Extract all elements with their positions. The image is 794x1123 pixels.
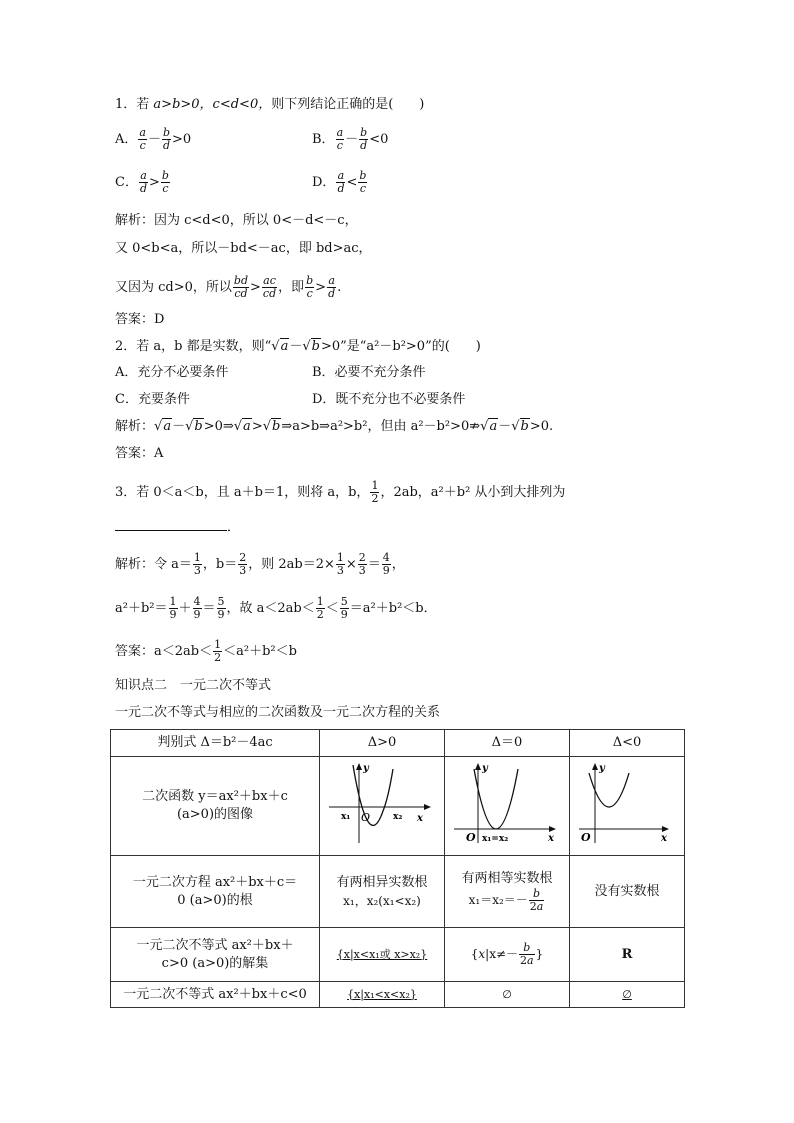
header-delta-neg: Δ<0 — [570, 730, 685, 757]
q1-option-c: C． $\frac{a}{d}$ > $\frac{b}{c}$ — [115, 169, 169, 195]
q2-option-d: D．既不充分也不必要条件 — [312, 392, 466, 407]
svg-text:O: O — [361, 811, 371, 824]
svg-text:O: O — [581, 831, 591, 844]
table-header-row — [111, 730, 685, 757]
graph-delta-neg — [570, 757, 685, 856]
lt-delta-neg: ∅ — [570, 982, 685, 1008]
header-discriminant: 判别式 Δ＝b²－4ac — [111, 730, 320, 757]
q2-stem: 2．若 a，b 都是实数，则“√a－√b>0”是“a²－b²>0”的( ) — [115, 339, 481, 354]
q1-option-b: B． $\frac{a}{c}$ － $\frac{b}{d}$ <0 — [312, 126, 389, 152]
q3-analysis-2: a²＋b²＝ $\frac{1}{9}$ ＋ $\frac{4}{9}$ ＝ $\frac{5}{9}$ ，故 a＜2ab＜ $\frac{1}{2}$ ＜ $\frac{5}{9}$ ＝a²＋b²＜b． — [115, 595, 437, 621]
roots-delta-zero: 有两相等实数根 x₁＝x₂＝－ $\frac{b}{2a}$ — [445, 856, 570, 928]
q1-option-a: A． $\frac{a}{c}$ － $\frac{b}{d}$ >0 — [115, 126, 192, 152]
roots-delta-neg: 没有实数根 — [570, 856, 685, 928]
roots-delta-pos: 有两相异实数根 x₁，x₂(x₁<x₂) — [320, 856, 445, 928]
q3-stem: 3．若 0＜a＜b，且 a＋b＝1，则将 a，b， $\frac{1}{2}$ ，2ab，a²＋b² 从小到大排列为 — [115, 479, 566, 505]
row-label-roots: 一元二次方程 ax²＋bx＋c＝0 (a>0)的根 — [111, 856, 320, 928]
q2-option-b: B．必要不充分条件 — [312, 365, 426, 380]
gt-delta-pos: {x|x<x₁或 x>x₂} — [320, 928, 445, 982]
q3-answer: 答案：a＜2ab＜ $\frac{1}{2}$ ＜a²＋b²＜b — [115, 638, 297, 664]
parabola-no-root-graph — [573, 759, 681, 847]
gt-delta-zero: {x|x≠－ $\frac{b}{2a}$ } — [445, 928, 570, 982]
knowledge-subheading: 一元二次不等式与相应的二次函数及一元二次方程的关系 — [115, 705, 441, 720]
q1-analysis-2: 又 0<b<a，所以－bd<－ac，即 bd>ac， — [115, 241, 372, 256]
q3-blank: ． — [115, 518, 240, 537]
header-delta-zero: Δ＝0 — [445, 730, 570, 757]
q3-analysis-1: 解析：令 a＝ $\frac{1}{3}$ ，b＝ $\frac{2}{3}$ ，则 2ab＝2× $\frac{1}{3}$ × $\frac{2}{3}$ ＝ $\frac{4}{9}$ ， — [115, 551, 405, 577]
svg-text:x₁: x₁ — [341, 812, 351, 822]
svg-text:x₂: x₂ — [393, 812, 403, 822]
row-label-lt: 一元二次不等式 ax²＋bx＋c<0 — [111, 982, 320, 1008]
parabola-two-roots-graph — [323, 759, 441, 847]
lt-delta-pos: {x|x₁<x<x₂} — [320, 982, 445, 1008]
graph-delta-zero — [445, 757, 570, 856]
row-label-graph: 二次函数 y＝ax²＋bx＋c (a>0)的图像 — [111, 757, 320, 856]
svg-text:y: y — [482, 763, 488, 774]
lt-delta-zero: ∅ — [445, 982, 570, 1008]
q2-option-a: A．充分不必要条件 — [115, 365, 229, 380]
svg-text:x: x — [661, 833, 667, 844]
q1-analysis-1: 解析：因为 c<d<0，所以 0<－d<－c， — [115, 213, 358, 228]
q2-option-c: C．充要条件 — [115, 392, 190, 407]
table-row-gt — [111, 928, 685, 982]
q1-option-d: D． $\frac{a}{d}$ < $\frac{b}{c}$ — [312, 169, 367, 195]
knowledge-heading: 知识点二 一元二次不等式 — [115, 678, 272, 693]
table-row-lt — [111, 982, 685, 1008]
table-row-graph — [111, 757, 685, 856]
answer-blank[interactable] — [115, 518, 227, 531]
svg-text:x: x — [548, 833, 554, 844]
q2-analysis: 解析：√a－√b>0⇒√a>√b⇒a>b⇒a²>b²，但由 a²－b²>0⇏√a－√b>0. — [115, 419, 554, 434]
gt-delta-neg: R — [570, 928, 685, 982]
svg-text:x: x — [417, 813, 423, 824]
q1-stem: 1．若 a>b>0，c<d<0，则下列结论正确的是( ) — [115, 97, 425, 112]
row-label-gt: 一元二次不等式 ax²＋bx＋c>0 (a>0)的解集 — [111, 928, 320, 982]
parabola-double-root-graph — [448, 759, 566, 847]
svg-text:x₁=x₂: x₁=x₂ — [482, 834, 509, 844]
table-row-roots — [111, 856, 685, 928]
svg-text:y: y — [363, 763, 369, 774]
svg-text:y: y — [599, 763, 605, 774]
q1-analysis-3: 又因为 cd>0，所以 $\frac{bd}{cd}$ > $\frac{ac}{cd}$ ，即 $\frac{b}{c}$ > $\frac{a}{d}$ . — [115, 274, 342, 300]
svg-text:O: O — [466, 831, 476, 844]
q2-answer: 答案：A — [115, 446, 164, 461]
header-delta-pos: Δ>0 — [320, 730, 445, 757]
q1-answer: 答案：D — [115, 312, 165, 327]
relation-table — [110, 729, 685, 1008]
graph-delta-pos — [320, 757, 445, 856]
